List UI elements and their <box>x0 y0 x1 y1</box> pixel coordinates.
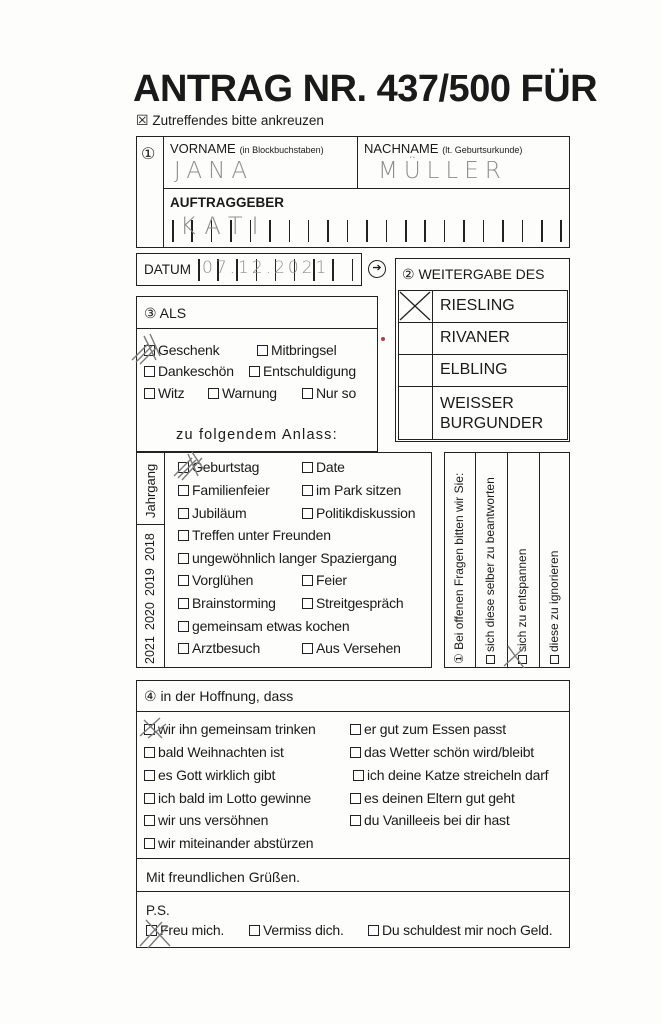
page-title: ANTRAG NR. 437/500 FÜR <box>133 68 598 110</box>
checkbox-im-park-sitzen[interactable]: im Park sitzen <box>302 482 401 498</box>
wine-option-elbling[interactable]: ELBLING <box>440 361 508 378</box>
year-2020[interactable]: 2020 <box>143 602 157 630</box>
checkbox-gemeinsam-trinken[interactable]: wir ihn gemeinsam trinken <box>144 721 316 737</box>
year-label: Jahrgang <box>143 463 158 518</box>
divider <box>475 452 476 668</box>
checkbox-jubilaeum[interactable]: Jubiläum <box>178 505 246 521</box>
divider <box>136 524 164 525</box>
divider <box>398 386 568 387</box>
als-title: ③ ALS <box>144 305 187 321</box>
divider <box>163 188 570 189</box>
arrow-right-icon: ➔ <box>368 260 386 278</box>
instruction-checkbox: ☒ <box>136 112 149 128</box>
checkbox-geburtstag[interactable]: Geburtstag <box>178 459 259 475</box>
wine-title: ② WEITERGABE DES <box>402 266 545 282</box>
divider <box>507 452 508 668</box>
checkbox-vorgluehen[interactable]: Vorglühen <box>178 572 253 588</box>
instruction-line <box>136 112 324 129</box>
client-field[interactable]: KATI <box>180 212 268 240</box>
first-name-label: VORNAME (in Blockbuchstaben) <box>170 141 324 156</box>
checkbox-vermiss-dich[interactable]: Vermiss dich. <box>249 922 344 938</box>
checkbox-gott[interactable]: es Gott wirklich gibt <box>144 767 275 783</box>
checkbox-katze[interactable]: ich deine Katze streicheln darf <box>353 767 548 783</box>
divider <box>164 452 165 668</box>
checkbox-versoehnen[interactable]: wir uns versöhnen <box>144 812 268 828</box>
checkbox-eltern[interactable]: es deinen Eltern gut geht <box>350 790 515 806</box>
checkbox-entspannen[interactable]: sich zu entspannen <box>515 549 529 664</box>
occasion-title: zu folgendem Anlass: <box>176 427 338 443</box>
checkbox-wetter[interactable]: das Wetter schön wird/bleibt <box>350 744 534 760</box>
wine-option-weisser-burgunder[interactable]: WEISSER BURGUNDER <box>440 395 544 432</box>
divider <box>357 136 358 188</box>
ps-label: P.S. <box>146 903 170 918</box>
checkbox-lotto[interactable]: ich bald im Lotto gewinne <box>144 790 311 806</box>
divider <box>163 136 164 248</box>
checkbox-feier[interactable]: Feier <box>302 572 347 588</box>
year-2021[interactable]: 2021 <box>143 636 157 664</box>
year-2019[interactable]: 2019 <box>143 568 157 596</box>
checkbox-familienfeier[interactable]: Familienfeier <box>178 482 270 498</box>
checkbox-entschuldigung[interactable]: Entschuldigung <box>249 363 356 379</box>
occasion-heading-box <box>136 416 378 452</box>
checkbox-aus-versehen[interactable]: Aus Versehen <box>302 640 401 656</box>
ink-dot <box>381 337 385 341</box>
checkbox-dankeschoen[interactable]: Dankeschön <box>144 363 234 379</box>
divider <box>432 290 433 440</box>
checkbox-ignorieren[interactable]: diese zu ignorieren <box>547 551 561 664</box>
divider <box>398 354 568 355</box>
checkbox-politikdiskussion[interactable]: Politikdiskussion <box>302 505 415 521</box>
checkbox-warnung[interactable]: Warnung <box>208 385 277 401</box>
hope-title: ④ in der Hoffnung, dass <box>144 688 294 704</box>
questions-title: ① Bei offenen Fragen bitten wir Sie: <box>452 472 466 664</box>
client-label: AUFTRAGGEBER <box>170 195 284 210</box>
checkbox-treffen-unter-freunden[interactable]: Treffen unter Freunden <box>178 527 331 543</box>
first-name-field[interactable]: JANA <box>174 158 254 184</box>
checkbox-mitbringsel[interactable]: Mitbringsel <box>257 342 337 358</box>
divider <box>136 858 570 859</box>
instruction-text: Zutreffendes bitte ankreuzen <box>152 113 324 128</box>
last-name-label: NACHNAME (lt. Geburtsurkunde) <box>364 141 523 156</box>
date-label: DATUM <box>144 262 191 277</box>
checkbox-brainstorming[interactable]: Brainstorming <box>178 595 276 611</box>
checkbox-gemeinsam-kochen[interactable]: gemeinsam etwas kochen <box>178 618 349 634</box>
checkbox-selber-beantworten[interactable]: sich diese selber zu beantworten <box>483 477 497 664</box>
divider <box>136 328 378 329</box>
checkbox-witz[interactable]: Witz <box>144 385 184 401</box>
checkbox-nur-so[interactable]: Nur so <box>302 385 356 401</box>
divider <box>539 452 540 668</box>
year-2018[interactable]: 2018 <box>143 533 157 561</box>
date-field[interactable]: 07.12.2021 <box>202 258 330 278</box>
greeting: Mit freundlichen Grüßen. <box>146 869 301 885</box>
checkbox-streitgespraech[interactable]: Streitgespräch <box>302 595 403 611</box>
checkbox-arztbesuch[interactable]: Arztbesuch <box>178 640 260 656</box>
section-number: ① <box>141 146 156 163</box>
checkbox-weihnachten[interactable]: bald Weihnachten ist <box>144 744 284 760</box>
ps-box <box>136 892 570 948</box>
checkbox-spaziergang[interactable]: ungewöhnlich langer Spaziergang <box>178 550 397 566</box>
checkbox-essen-passt[interactable]: er gut zum Essen passt <box>350 721 506 737</box>
checkbox-geschenk[interactable]: Geschenk <box>144 342 219 358</box>
checkbox-freu-mich[interactable]: Freu mich. <box>146 922 224 938</box>
wine-option-riesling[interactable]: RIESLING <box>440 297 515 314</box>
checkbox-date[interactable]: Date <box>302 459 345 475</box>
divider <box>136 711 570 712</box>
wine-option-rivaner[interactable]: RIVANER <box>440 329 510 346</box>
last-name-field[interactable]: MÜLLER <box>378 158 507 184</box>
checkbox-abstuerzen[interactable]: wir miteinander abstürzen <box>144 835 313 851</box>
checkbox-geld[interactable]: Du schuldest mir noch Geld. <box>368 922 552 938</box>
divider <box>398 322 568 323</box>
checkbox-vanilleeis[interactable]: du Vanilleeis bei dir hast <box>350 812 510 828</box>
